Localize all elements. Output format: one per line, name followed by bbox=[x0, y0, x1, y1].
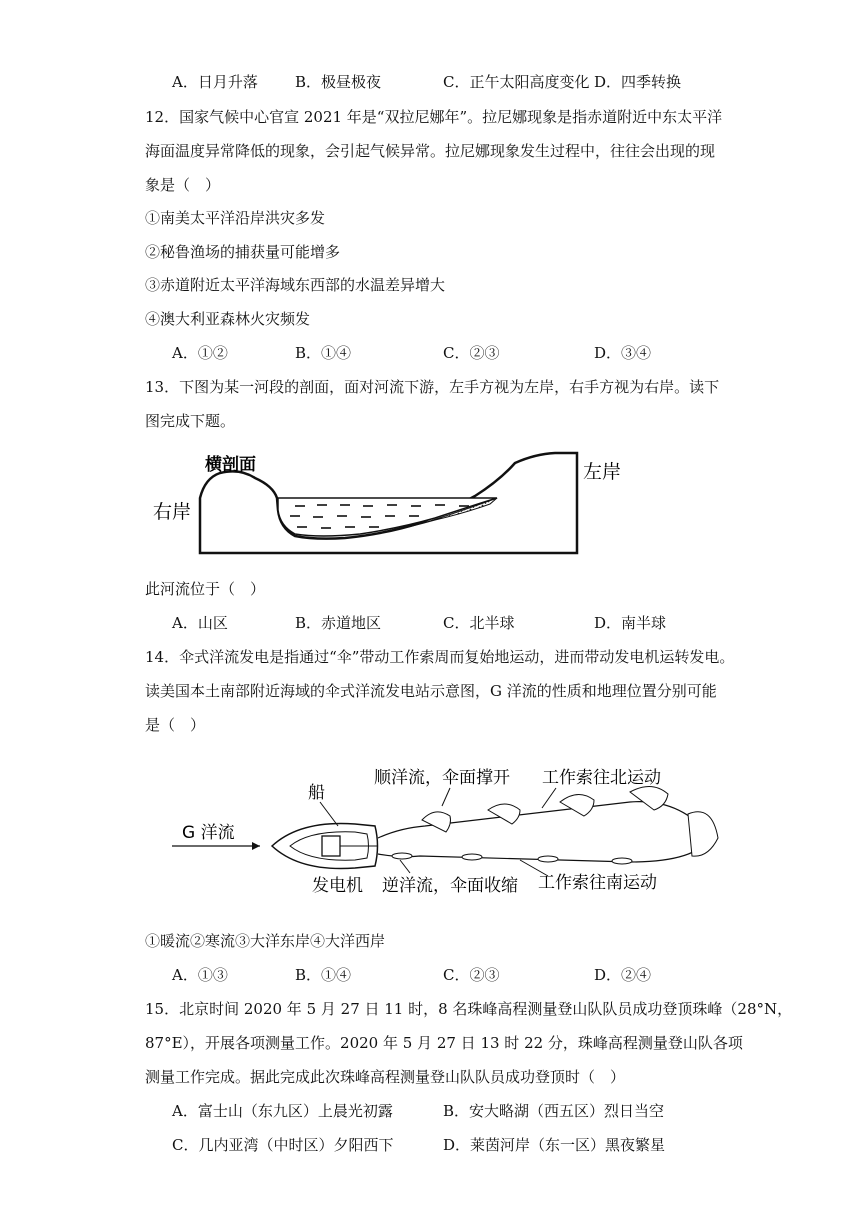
label-right-bank: 右岸 bbox=[153, 501, 192, 523]
q11-option-c[interactable]: C．正午太阳高度变化 bbox=[443, 73, 590, 91]
q14-option-a[interactable]: A．①③ bbox=[172, 966, 228, 984]
q15-option-a[interactable]: A．富士山（东九区）上晨光初露 bbox=[172, 1102, 393, 1120]
q15-option-d[interactable]: D．莱茵河岸（东一区）黑夜繁星 bbox=[443, 1136, 666, 1154]
q14-stem-line-2: 读美国本土南部附近海域的伞式洋流发电站示意图，G 洋流的性质和地理位置分别可能 bbox=[145, 682, 717, 700]
q13-option-b[interactable]: B．赤道地区 bbox=[295, 614, 382, 632]
q12-item-1: ①南美太平洋沿岸洪灾多发 bbox=[145, 209, 326, 227]
q13-stem-line-2: 图完成下题。 bbox=[145, 412, 236, 430]
q15-option-c[interactable]: C．几内亚湾（中时区）夕阳西下 bbox=[172, 1136, 394, 1154]
label-cross-section: 横剖面 bbox=[205, 455, 256, 475]
label-g-current: G 洋流 bbox=[182, 823, 235, 843]
q15-stem-line-2: 87°E），开展各项测量工作。2020 年 5 月 27 日 13 时 22 分，珠峰高程测量登山队各项 bbox=[145, 1034, 743, 1052]
q11-option-d[interactable]: D．四季转换 bbox=[594, 73, 682, 91]
label-left-bank: 左岸 bbox=[583, 461, 622, 483]
q14-stem-line-1: 14．伞式洋流发电是指通过“伞”带动工作索周而复始地运动，进而带动发电机运转发电。 bbox=[145, 648, 735, 666]
q13-question: 此河流位于（ ） bbox=[145, 580, 266, 598]
q11-option-a[interactable]: A．日月升落 bbox=[172, 73, 258, 91]
generator-box bbox=[322, 836, 340, 856]
q14-items: ①暖流②寒流③大洋东岸④大洋西岸 bbox=[145, 932, 386, 950]
q12-option-d[interactable]: D．③④ bbox=[594, 344, 652, 362]
label-downstream: 顺洋流，伞面撑开 bbox=[374, 768, 510, 788]
q14-option-c[interactable]: C．②③ bbox=[443, 966, 500, 984]
label-cable-north: 工作索往北运动 bbox=[542, 768, 661, 788]
q11-option-b[interactable]: B．极昼极夜 bbox=[295, 73, 382, 91]
q12-option-c[interactable]: C．②③ bbox=[443, 344, 500, 362]
q12-item-2: ②秘鲁渔场的捕获量可能增多 bbox=[145, 243, 341, 261]
q15-option-b[interactable]: B．安大略湖（西五区）烈日当空 bbox=[443, 1102, 665, 1120]
q15-stem-line-1: 15．北京时间 2020 年 5 月 27 日 11 时，8 名珠峰高程测量登山队队员成功登顶珠峰（28°N， bbox=[145, 1000, 793, 1018]
q12-stem-line-2: 海面温度异常降低的现象，会引起气候异常。拉尼娜现象发生过程中，往往会出现的现 bbox=[145, 142, 716, 160]
q14-stem-line-3: 是（ ） bbox=[145, 716, 206, 734]
q12-item-3: ③赤道附近太平洋海域东西部的水温差异增大 bbox=[145, 276, 446, 294]
label-ship: 船 bbox=[308, 783, 325, 803]
q12-option-b[interactable]: B．①④ bbox=[295, 344, 352, 362]
ocean-current-generator-figure bbox=[160, 758, 730, 908]
q14-option-d[interactable]: D．②④ bbox=[594, 966, 652, 984]
label-generator: 发电机 bbox=[312, 876, 363, 896]
q12-item-4: ④澳大利亚森林火灾频发 bbox=[145, 310, 311, 328]
q13-option-c[interactable]: C．北半球 bbox=[443, 614, 515, 632]
q12-stem-line-3: 象是（ ） bbox=[145, 176, 221, 194]
label-cable-south: 工作索往南运动 bbox=[538, 873, 657, 893]
q13-option-d[interactable]: D．南半球 bbox=[594, 614, 667, 632]
label-upstream: 逆洋流，伞面收缩 bbox=[382, 876, 518, 896]
q12-option-a[interactable]: A．①② bbox=[172, 344, 228, 362]
q13-stem-line-1: 13．下图为某一河段的剖面，面对河流下游，左手方视为左岸，右手方视为右岸。读下 bbox=[145, 378, 720, 396]
q12-stem-line-1: 12．国家气候中心官宣 2021 年是“双拉尼娜年”。拉尼娜现象是指赤道附近中东太平洋 bbox=[145, 108, 723, 126]
q15-stem-line-3: 测量工作完成。据此完成此次珠峰高程测量登山队队员成功登顶时（ ） bbox=[145, 1068, 626, 1086]
q13-option-a[interactable]: A．山区 bbox=[172, 614, 228, 632]
q14-option-b[interactable]: B．①④ bbox=[295, 966, 352, 984]
river-cross-section-figure bbox=[145, 448, 645, 563]
